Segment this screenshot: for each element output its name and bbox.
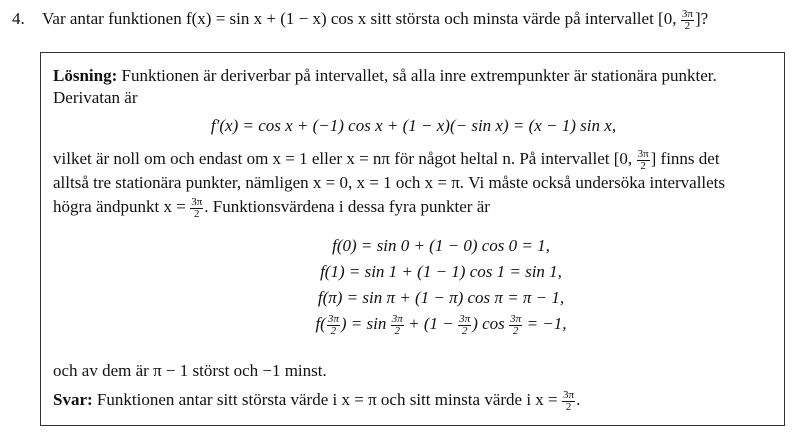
paragraph-line-1: vilket är noll om och endast om x = 1 eller x = nπ för något heltal n. På intervallet [0, $\frac{3\pi}{2}$ ] finns det <box>53 147 720 172</box>
equation-fpi: f(π) = sin π + (1 − π) cos π = π − 1, <box>317 288 565 307</box>
solution-intro <box>53 65 778 87</box>
frac-b: $\frac{3\pi}{2}$ <box>391 312 403 337</box>
conclusion: och av dem är π − 1 störst och −1 minst. <box>53 361 327 380</box>
solution-box <box>40 52 785 426</box>
interval-fraction-2: $\frac{3\pi}{2}$ <box>637 147 649 172</box>
answer-text: Funktionen antar sitt största värde i x = π och sitt minsta värde i x = <box>92 390 558 409</box>
frac-d: $\frac{3\pi}{2}$ <box>510 312 522 337</box>
derivative-intro: Derivatan är <box>53 88 138 107</box>
solution-intro-text: Funktionen är deriverbar på intervallet, så alla inre extrempunkter är stationära punkter. <box>117 66 717 85</box>
answer: Svar: Funktionen antar sitt största värde i x = π och sitt minsta värde i x = $\frac{3\pi}{2}$ . <box>53 388 581 413</box>
answer-fraction: $\frac{3\pi}{2}$ <box>563 388 575 413</box>
solution-label: Lösning: <box>53 66 118 85</box>
answer-label: Svar: <box>53 390 93 409</box>
equation-f3pi2: f( $\frac{3\pi}{2}$ ) = sin $\frac{3\pi}{2}$ + (1 − $\frac{3\pi}{2}$ ) cos $\frac{3\pi}{2}$ = −1, <box>315 312 567 337</box>
interval-fraction: $\frac{3\pi}{2}$ <box>681 7 693 32</box>
frac-c: $\frac{3\pi}{2}$ <box>459 312 471 337</box>
question <box>12 6 792 32</box>
function-values <box>276 233 606 337</box>
derivative-equation: f′(x) = cos x + (−1) cos x + (1 − x)(− sin x) = (x − 1) sin x, <box>210 116 617 135</box>
equation-f0: f(0) = sin 0 + (1 − 0) cos 0 = 1, <box>332 236 550 255</box>
question-number: 4. <box>12 9 25 28</box>
question-text: Var antar funktionen f(x) = sin x + (1 − x) cos x sitt största och minsta värde på intervallet [0, <box>42 9 677 28</box>
frac-a: $\frac{3\pi}{2}$ <box>327 312 339 337</box>
paragraph-line-2: alltså tre stationära punkter, nämligen x = 0, x = 1 och x = π. Vi måste också undersöka intervallets <box>53 173 726 192</box>
equation-f1: f(1) = sin 1 + (1 − 1) cos 1 = sin 1, <box>320 262 562 281</box>
question-end: ]? <box>694 9 709 28</box>
endpoint-fraction: $\frac{3\pi}{2}$ <box>191 195 203 220</box>
paragraph-line-3: högra ändpunkt x = $\frac{3\pi}{2}$ . Funktionsvärdena i dessa fyra punkter är <box>53 195 490 220</box>
